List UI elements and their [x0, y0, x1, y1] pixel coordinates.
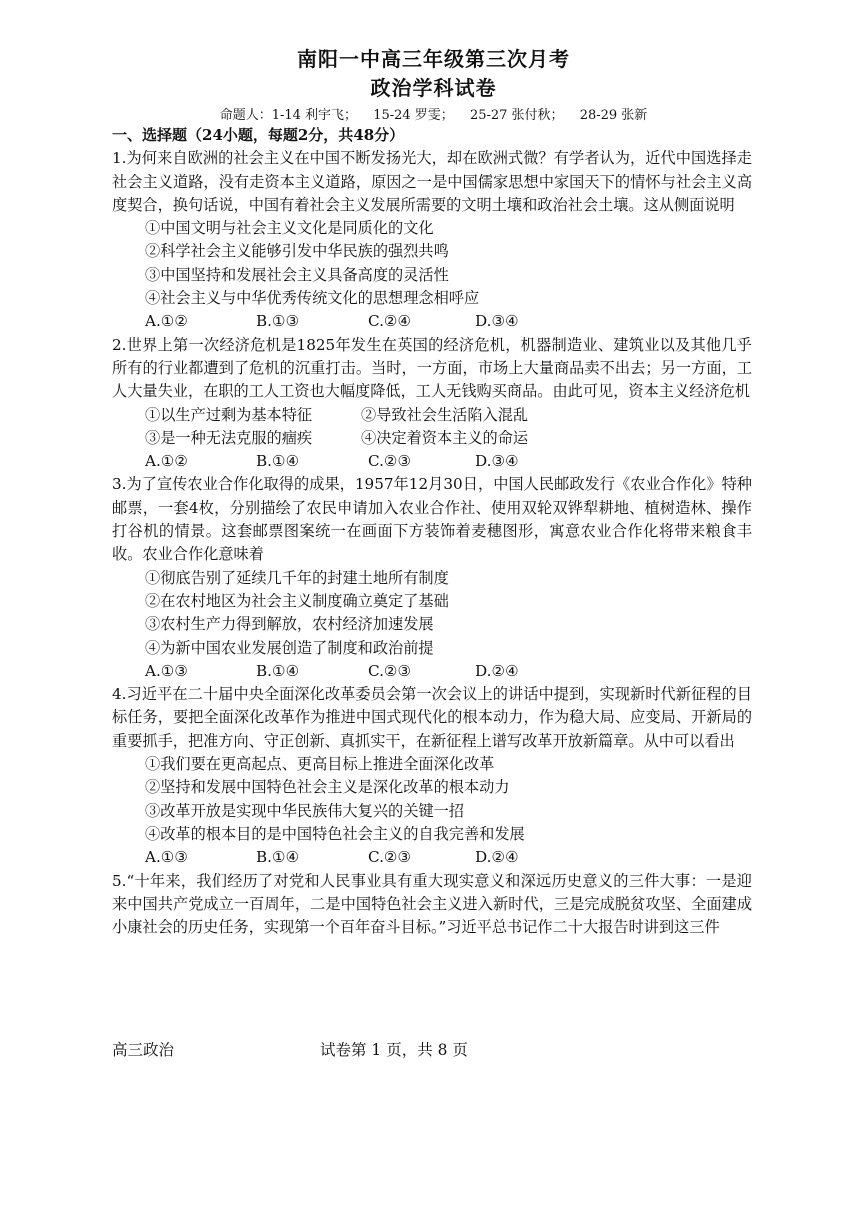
- question-2-option-2: ②导致社会生活陷入混乱: [361, 405, 529, 424]
- question-3-answers: [112, 660, 752, 683]
- question-4-option-4: ④改革的根本目的是中国特色社会主义的自我完善和发展: [145, 824, 525, 843]
- question-2-stem: 2.世界上第一次经济危机是1825年发生在英国的经济危机，机器制造业、建筑业以及其他几乎所有的行业都遭到了危机的沉重打击。当时，一方面，市场上大量商品卖不出去；另一方面，工人大量失业，在职的工人工资也大幅度降低，工人无钱购买商品。由此可见，资本主义经济危机: [112, 335, 752, 401]
- question-1-stem: 1.为何来自欧洲的社会主义在中国不断发扬光大，却在欧洲式微？有学者认为，近代中国选择走社会主义道路，没有走资本主义道路，原因之一是中国儒家思想中家国天下的情怀与社会主义高度契合，换句话说，中国有着社会主义发展所需要的文明土壤和政治社会土壤。这从侧面说明: [112, 149, 752, 214]
- answer-b: B.①③: [256, 312, 300, 331]
- question-2-options-row-1: [112, 404, 752, 427]
- answer-d: D.②④: [475, 661, 519, 680]
- question-3-option-3: ③农村生产力得到解放，农村经济加速发展: [145, 615, 434, 634]
- answer-a: A.①③: [145, 848, 189, 867]
- question-1-option-1: ①中国文明与社会主义文化是同质化的文化: [145, 219, 434, 238]
- author-2: 15-24 罗雯；: [373, 108, 454, 123]
- question-2-option-3: ③是一种无法克服的痼疾: [145, 428, 313, 447]
- answer-d: D.②④: [475, 848, 519, 867]
- question-4-option-1: ①我们要在更高起点、更高目标上推进全面深化改革: [145, 755, 495, 774]
- author-3: 25-27 张付秋；: [469, 108, 564, 123]
- footer-subject: 高三政治: [112, 1041, 175, 1059]
- author-4: 28-29 张新: [579, 108, 648, 123]
- question-4-answers: [112, 846, 752, 869]
- exam-title: 南阳一中高三年级第三次月考: [297, 47, 570, 71]
- question-2-options-row-2: [112, 427, 752, 450]
- question-2-option-4: ④决定着资本主义的命运: [361, 428, 529, 447]
- question-4-option-3: ③改革开放是实现中华民族伟大复兴的关键一招: [145, 801, 464, 820]
- question-3-option-1: ①彻底告别了延续几千年的封建土地所有制度: [145, 568, 449, 587]
- exam-subtitle: 政治学科试卷: [370, 76, 497, 100]
- answer-a: A.①②: [145, 312, 189, 331]
- answer-a: A.①②: [145, 452, 189, 471]
- question-4-stem: 4.习近平在二十届中央全面深化改革委员会第一次会议上的讲话中提到，实现新时代新征程的目标任务，要把全面深化改革作为推进中国式现代化的根本动力，作为稳大局、应变局、开新局的重要抓手，把准方向、守正创新、真抓实干，在新征程上谱写改革开放新篇章。从中可以看出: [112, 685, 752, 750]
- section-heading: 一、选择题（24小题，每题2分，共48分）: [112, 126, 405, 144]
- answer-c: C.②③: [368, 452, 412, 471]
- question-2-option-1: ①以生产过剩为基本特征: [145, 405, 313, 424]
- question-1-option-2: ②科学社会主义能够引发中华民族的强烈共鸣: [145, 242, 449, 261]
- question-3-stem: 3.为了宣传农业合作化取得的成果，1957年12月30日，中国人民邮政发行《农业合作化》特种邮票，一套4枚，分别描绘了农民申请加入农业合作社、使用双轮双铧犁耕地、植树造林、操作打谷机的情景。这套邮票图案统一在画面下方装饰着麦穗图形，寓意农业合作化将带来粮食丰收。农业合作化意味着: [112, 475, 752, 564]
- question-5-stem: 5.“十年来，我们经历了对党和人民事业具有重大现实意义和深远历史意义的三件大事：一是迎来中国共产党成立一百周年，二是中国特色社会主义进入新时代，三是完成脱贫攻坚、全面建成小康社会的历史任务，实现第一个百年奋斗目标。”习近平总书记作二十大报告时讲到这三件: [112, 871, 752, 937]
- answer-b: B.①④: [256, 848, 300, 867]
- question-1-option-4: ④社会主义与中华优秀传统文化的思想理念相呼应: [145, 289, 480, 308]
- question-1-option-3: ③中国坚持和发展社会主义具备高度的灵活性: [145, 265, 449, 284]
- author-1: 命题人：1-14 利宇飞；: [219, 108, 358, 123]
- answer-b: B.①④: [256, 661, 300, 680]
- footer-page-info: 试卷第 1 页，共 8 页: [320, 1041, 468, 1059]
- answer-a: A.①③: [145, 661, 189, 680]
- answer-c: C.②③: [368, 848, 412, 867]
- authors-line: [0, 104, 867, 123]
- answer-d: D.③④: [475, 312, 519, 331]
- answer-c: C.②③: [368, 661, 412, 680]
- answer-b: B.①④: [256, 452, 300, 471]
- answer-d: D.③④: [475, 452, 519, 471]
- question-1-answers: [112, 310, 752, 333]
- question-2-answers: [112, 450, 752, 473]
- exam-content: [112, 124, 752, 939]
- question-3-option-4: ④为新中国农业发展创造了制度和政治前提: [145, 638, 434, 657]
- answer-c: C.②④: [368, 312, 412, 331]
- question-3-option-2: ②在农村地区为社会主义制度确立奠定了基础: [145, 591, 449, 610]
- question-4-option-2: ②坚持和发展中国特色社会主义是深化改革的根本动力: [145, 778, 510, 797]
